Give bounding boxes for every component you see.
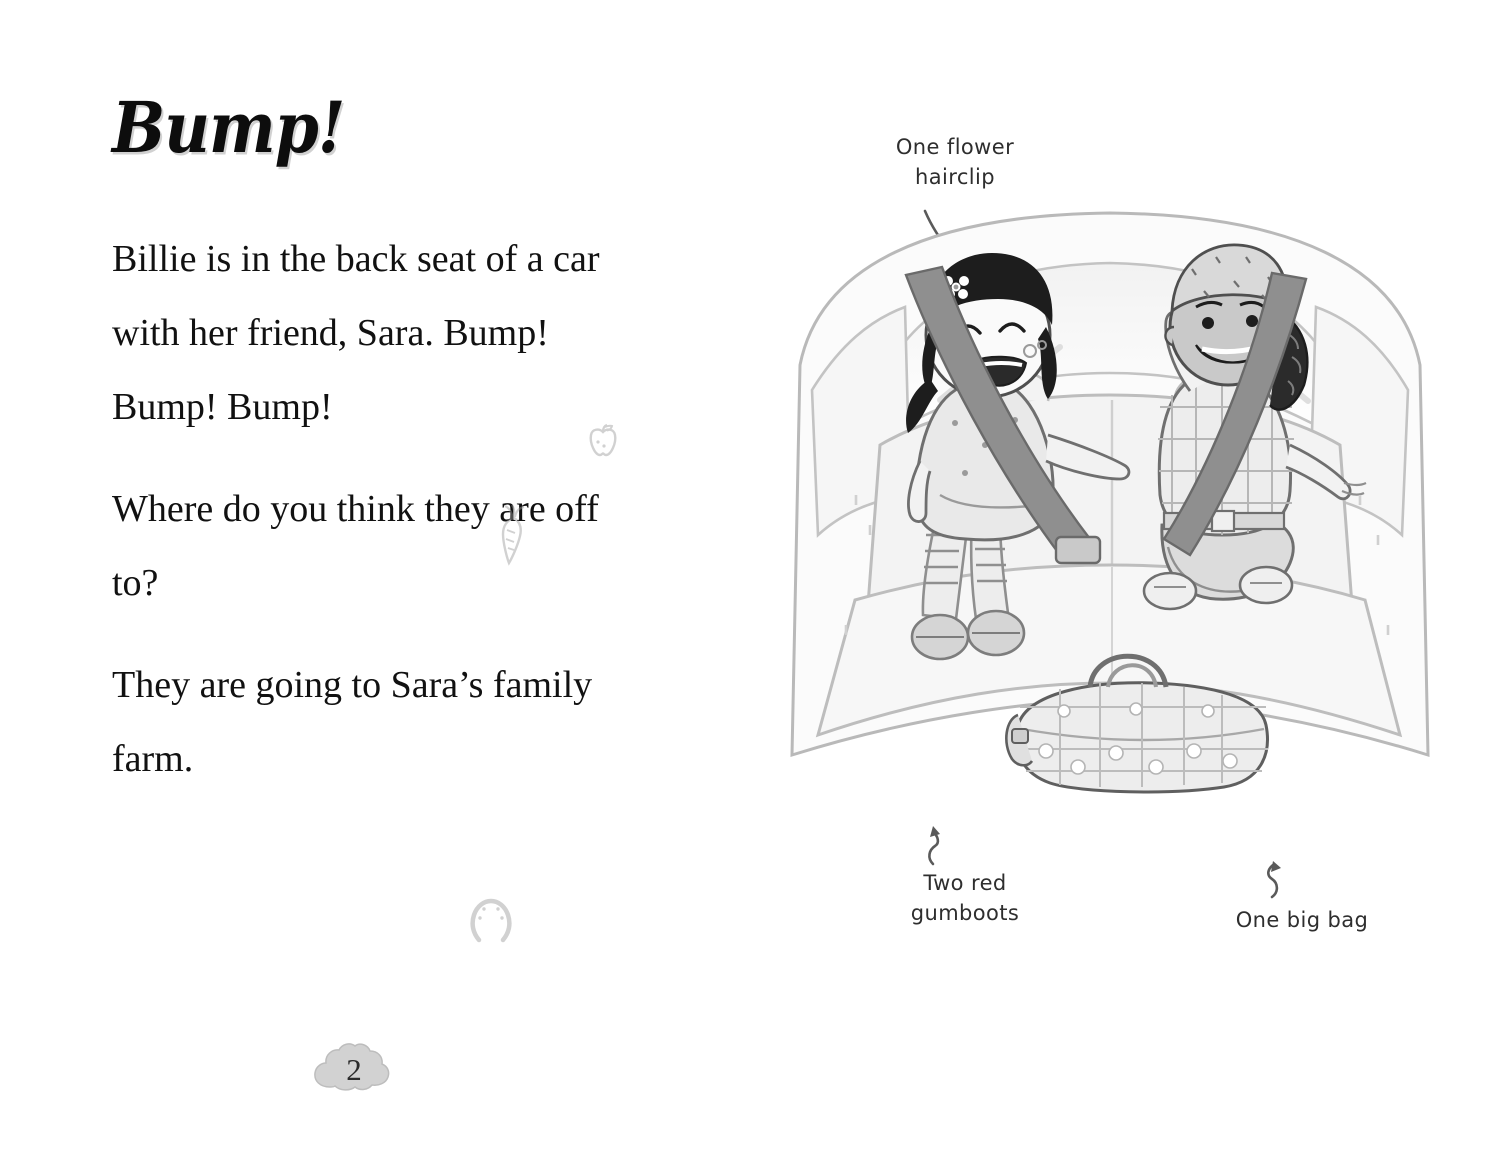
paragraph: Where do you think they are off to? (112, 488, 599, 604)
paragraph: Billie is in the back seat of a car with her friend, Sara. Bump! Bump! Bump! (112, 238, 600, 428)
right-page (700, 0, 1500, 1160)
page-number (310, 1035, 398, 1105)
page-title: Bump! (112, 86, 345, 169)
carrot-doodle (492, 500, 532, 571)
apple-doodle (580, 420, 626, 471)
car-backseat-illustration (760, 195, 1460, 855)
paragraph: They are going to Sara’s family farm. (112, 664, 593, 780)
callout-hairclip: One flower hairclip (895, 135, 1015, 189)
left-page (0, 0, 700, 1160)
body-text (112, 222, 652, 824)
page-number-text: 2 (346, 1052, 362, 1087)
callout-bag: One big bag (1235, 908, 1369, 932)
callout-gumboots: Two red gumboots (910, 871, 1020, 925)
horseshoe-doodle (466, 896, 516, 949)
